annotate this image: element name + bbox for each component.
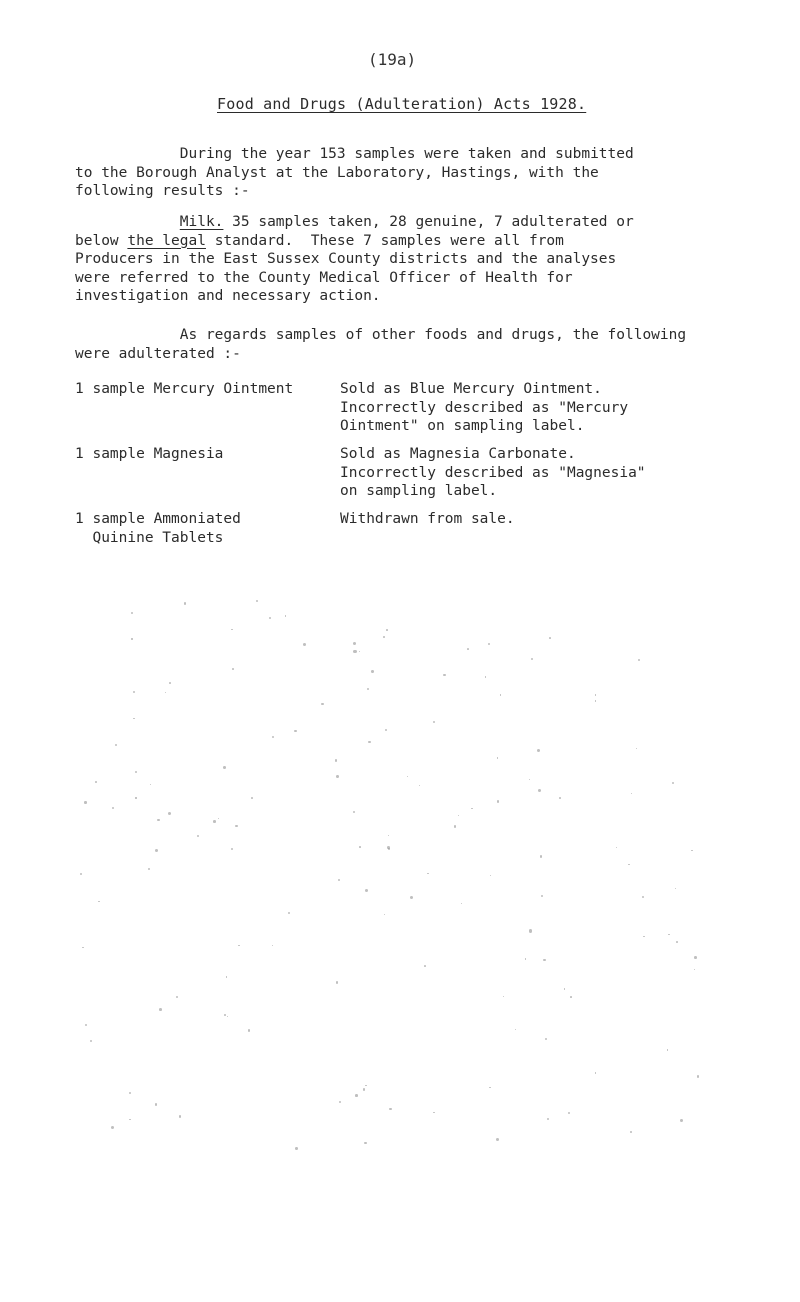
other-foods-paragraph xyxy=(75,326,775,363)
scan-speck xyxy=(458,815,459,816)
scan-speck xyxy=(226,976,227,977)
scan-speck xyxy=(675,888,676,889)
scan-speck xyxy=(155,1103,157,1105)
scan-speck xyxy=(148,868,150,870)
scan-speck xyxy=(338,879,341,882)
scan-speck xyxy=(159,1008,162,1011)
scan-speck xyxy=(238,945,240,947)
scan-speck xyxy=(419,785,420,786)
scan-speck xyxy=(224,1014,226,1016)
scan-speck xyxy=(529,779,530,780)
scan-speck xyxy=(359,846,361,848)
scan-speck xyxy=(197,835,199,837)
scan-speck xyxy=(133,691,135,693)
scan-speck xyxy=(545,1038,547,1040)
intro-paragraph xyxy=(75,145,775,201)
milk-heading: Milk. xyxy=(179,214,224,230)
scan-speck xyxy=(223,766,226,769)
document-title: Food and Drugs (Adulteration) Acts 1928. xyxy=(217,95,587,113)
scan-speck xyxy=(165,692,166,693)
scan-speck xyxy=(515,1029,516,1030)
scan-speck xyxy=(303,643,306,646)
scan-speck xyxy=(427,873,428,874)
scan-speck xyxy=(169,682,171,684)
scan-speck xyxy=(131,638,132,639)
scan-speck xyxy=(467,648,469,650)
scan-speck xyxy=(525,958,527,960)
scan-speck xyxy=(179,1115,181,1117)
scan-speck xyxy=(454,825,457,828)
scan-speck xyxy=(680,1119,683,1122)
scan-speck xyxy=(80,873,82,875)
scan-speck xyxy=(353,642,356,645)
scan-speck xyxy=(667,1049,669,1051)
other-foods-line: As regards samples of other foods and drugs, the following xyxy=(75,327,687,343)
scan-speck xyxy=(363,1088,365,1090)
scan-speck xyxy=(697,1075,700,1078)
scan-speck xyxy=(155,849,158,852)
scan-speck xyxy=(235,825,237,827)
scan-speck xyxy=(638,659,640,661)
scan-speck xyxy=(433,721,435,723)
scan-speck xyxy=(694,956,697,959)
scan-speck xyxy=(294,730,297,733)
intro-line: following results :- xyxy=(75,183,250,199)
scan-speck xyxy=(367,688,369,690)
scan-speck xyxy=(256,600,258,602)
scan-speck xyxy=(288,912,290,914)
scan-speck xyxy=(218,818,219,819)
scan-speck xyxy=(461,903,462,904)
scan-speck xyxy=(691,850,693,852)
scan-speck xyxy=(353,811,355,813)
scan-speck xyxy=(82,947,83,948)
milk-text: standard. These 7 samples were all from xyxy=(205,232,564,249)
milk-text: investigation and necessary action. xyxy=(75,288,381,304)
scan-speck xyxy=(168,812,171,815)
sample-name: 1 sample Magnesia xyxy=(75,446,224,462)
scan-speck xyxy=(471,808,473,810)
scan-speck xyxy=(503,996,504,997)
scan-speck xyxy=(285,615,286,616)
scan-speck xyxy=(388,848,390,850)
scan-speck xyxy=(559,797,561,799)
scan-speck xyxy=(537,749,540,752)
scan-speck xyxy=(213,820,216,823)
scan-speck xyxy=(84,801,86,803)
scan-speck xyxy=(111,1126,114,1129)
scan-speck xyxy=(490,875,491,876)
scan-speck xyxy=(672,782,674,784)
scan-speck xyxy=(335,759,338,762)
scan-speck xyxy=(388,835,389,836)
scan-speck xyxy=(231,629,233,631)
scan-speck xyxy=(95,781,97,783)
scan-speck xyxy=(339,1101,341,1103)
scan-speck xyxy=(353,650,356,653)
scan-speck xyxy=(694,969,695,970)
scan-speck xyxy=(98,901,100,903)
scan-speck xyxy=(135,797,136,798)
scan-speck xyxy=(359,651,360,652)
scan-speck xyxy=(115,744,117,746)
scan-speck xyxy=(355,1094,358,1097)
scan-speck xyxy=(628,864,630,866)
scan-speck xyxy=(272,945,273,946)
scan-speck xyxy=(595,700,597,702)
scan-speck xyxy=(133,718,134,719)
scan-speck xyxy=(129,1119,131,1121)
other-foods-line: were adulterated :- xyxy=(75,345,241,362)
scan-speck xyxy=(85,1024,87,1026)
scan-speck xyxy=(547,1118,549,1120)
scan-speck xyxy=(269,617,271,619)
scan-speck xyxy=(368,741,371,744)
scan-speck xyxy=(112,807,114,809)
scan-speck xyxy=(135,771,137,773)
scan-speck xyxy=(365,1085,366,1086)
scan-speck xyxy=(176,996,179,999)
scan-speck xyxy=(616,847,617,848)
milk-text: Producers in the East Sussex County districts and the analyses xyxy=(75,251,617,267)
scan-speck xyxy=(272,736,274,738)
scan-speck xyxy=(336,981,338,983)
scan-speck xyxy=(497,757,498,758)
scan-speck xyxy=(150,784,151,785)
scan-speck xyxy=(184,602,187,605)
scan-speck xyxy=(564,988,565,989)
scan-speck xyxy=(642,896,644,898)
scan-speck xyxy=(157,819,160,822)
scan-speck xyxy=(248,1029,251,1032)
sample-name: 1 sample Mercury Ointment xyxy=(75,381,294,397)
sample-name: 1 sample Ammoniated Quinine Tablets xyxy=(75,511,241,546)
scan-speck xyxy=(295,1147,298,1150)
scan-speck xyxy=(541,895,543,897)
scan-speck xyxy=(386,629,388,631)
scan-speck xyxy=(485,676,486,677)
scan-speck xyxy=(383,636,385,638)
scan-speck xyxy=(232,668,234,670)
scan-speck xyxy=(489,1087,491,1089)
scan-speck xyxy=(385,729,387,731)
milk-text: were referred to the County Medical Officer of Health for xyxy=(75,269,573,286)
scan-speck xyxy=(443,674,446,677)
scan-speck xyxy=(231,848,233,850)
scan-speck xyxy=(407,776,408,777)
scan-speck xyxy=(570,996,572,998)
scan-speck xyxy=(549,637,551,639)
scan-speck xyxy=(595,694,596,695)
scan-speck xyxy=(131,612,133,614)
scan-speck xyxy=(636,748,637,749)
scan-speck xyxy=(595,1072,596,1073)
milk-paragraph xyxy=(75,213,775,306)
page-number: (19a) xyxy=(368,50,417,69)
intro-line: to the Borough Analyst at the Laboratory, Hastings, with the xyxy=(75,164,599,181)
scan-speck xyxy=(538,789,541,792)
scan-speck xyxy=(529,929,532,932)
scan-speck xyxy=(630,1131,632,1133)
scan-speck xyxy=(668,934,669,935)
scan-speck xyxy=(631,793,633,795)
scan-speck xyxy=(531,658,533,660)
milk-text: 35 samples taken, 28 genuine, 7 adulterated or xyxy=(223,214,634,230)
scan-speck xyxy=(497,800,500,803)
scan-speck xyxy=(410,896,413,899)
scan-speck xyxy=(365,889,368,892)
scan-speck xyxy=(321,703,323,705)
scan-speck xyxy=(433,1112,434,1113)
scan-speck xyxy=(371,670,374,673)
scan-speck xyxy=(384,914,385,915)
scan-speck xyxy=(251,797,253,799)
scan-speck xyxy=(227,1016,228,1017)
scan-speck xyxy=(364,1142,367,1145)
sample-description: Sold as Magnesia Carbonate. Incorrectly described as "Magnesia" on sampling label. xyxy=(340,446,646,499)
scan-speck xyxy=(424,965,426,967)
scan-speck xyxy=(90,1040,92,1042)
scan-speck xyxy=(568,1112,570,1114)
scan-speck xyxy=(336,775,339,778)
intro-line: During the year 153 samples were taken and submitted xyxy=(75,146,634,162)
scan-speck xyxy=(389,1108,391,1110)
legal-standard-text: the legal xyxy=(127,232,206,249)
milk-text: below xyxy=(75,232,128,249)
scan-speck xyxy=(129,1092,131,1094)
scan-speck xyxy=(540,855,542,857)
scan-speck xyxy=(543,959,545,961)
scan-speck xyxy=(676,941,678,943)
scan-speck xyxy=(643,936,645,938)
scan-speck xyxy=(496,1138,499,1141)
sample-description: Withdrawn from sale. xyxy=(340,511,515,527)
sample-description: Sold as Blue Mercury Ointment. Incorrectly described as "Mercury Ointment" on sampling label. xyxy=(340,381,629,434)
scan-speck xyxy=(488,643,490,645)
scan-speck xyxy=(500,694,501,695)
